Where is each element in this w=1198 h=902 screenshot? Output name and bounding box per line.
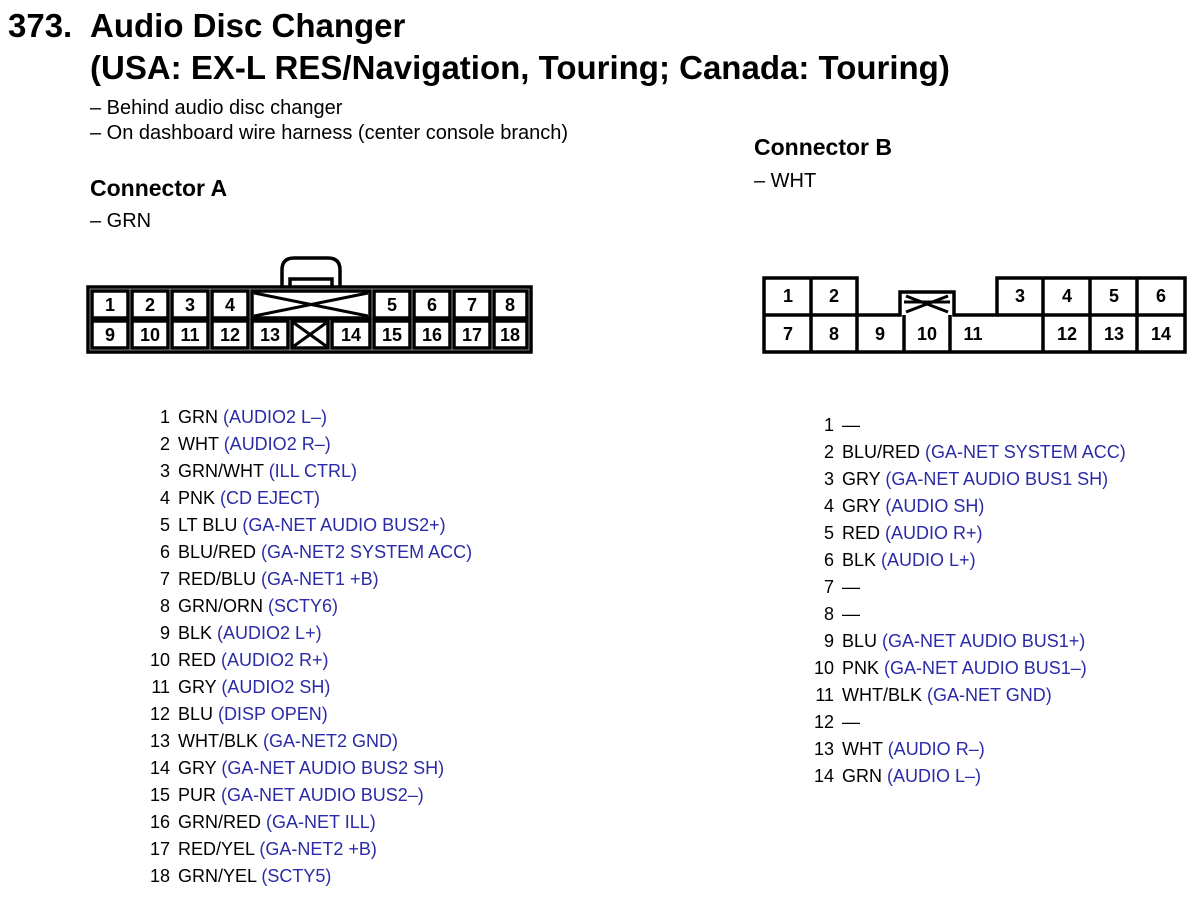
pin-function: (AUDIO L+) bbox=[881, 550, 976, 570]
pin-function: (AUDIO2 R–) bbox=[223, 434, 331, 454]
pin-number: 4 bbox=[823, 496, 834, 516]
pin-function: (GA-NET2 GND) bbox=[263, 731, 399, 751]
pin-number: 7 bbox=[159, 569, 170, 589]
pin-function: (AUDIO2 L–) bbox=[223, 407, 328, 427]
cavity-a-9: 9 bbox=[104, 325, 116, 345]
pin-row bbox=[784, 709, 1184, 736]
pin-number: 8 bbox=[823, 604, 834, 624]
pin-number: 13 bbox=[813, 739, 834, 759]
location-note-1: – Behind audio disc changer bbox=[90, 97, 343, 119]
pin-row bbox=[120, 620, 540, 647]
wire-color: BLU/RED bbox=[178, 542, 257, 562]
wire-color: GRN/YEL bbox=[178, 866, 257, 886]
pin-row bbox=[120, 539, 540, 566]
wire-color: RED/YEL bbox=[178, 839, 255, 859]
pin-number: 9 bbox=[159, 623, 170, 643]
pin-row bbox=[120, 431, 540, 458]
cavity-b-4: 4 bbox=[1061, 286, 1073, 306]
wire-color: WHT/BLK bbox=[178, 731, 259, 751]
cavity-a-14: 14 bbox=[340, 325, 362, 345]
pin-row bbox=[120, 863, 540, 890]
wire-color: WHT bbox=[842, 739, 883, 759]
wire-color: GRN/WHT bbox=[178, 461, 264, 481]
wire-color: GRN bbox=[178, 407, 218, 427]
cavity-a-10: 10 bbox=[139, 325, 161, 345]
cavity-b-7: 7 bbox=[782, 324, 794, 344]
pin-function: (GA-NET SYSTEM ACC) bbox=[925, 442, 1126, 462]
cavity-b-11: 11 bbox=[963, 324, 983, 344]
pin-function: (AUDIO2 SH) bbox=[221, 677, 331, 697]
cavity-a-12: 12 bbox=[219, 325, 241, 345]
cavity-a-5: 5 bbox=[386, 295, 398, 315]
pin-row bbox=[120, 782, 540, 809]
pin-function: (SCTY5) bbox=[261, 866, 332, 886]
pin-number: 8 bbox=[159, 596, 170, 616]
cavity-b-3: 3 bbox=[1014, 286, 1026, 306]
pin-number: 6 bbox=[823, 550, 834, 570]
pin-row bbox=[120, 701, 540, 728]
pin-number: 10 bbox=[149, 650, 170, 670]
location-note-2: – On dashboard wire harness (center console branch) bbox=[90, 122, 569, 144]
wire-color: PNK bbox=[842, 658, 880, 678]
pin-function: (GA-NET2 SYSTEM ACC) bbox=[261, 542, 473, 562]
pin-function: (AUDIO R–) bbox=[887, 739, 985, 759]
pin-number: 9 bbox=[823, 631, 834, 651]
wire-color: — bbox=[842, 604, 860, 624]
cavity-b-1: 1 bbox=[782, 286, 794, 306]
connector-b-color: – WHT bbox=[754, 170, 817, 192]
pin-number: 6 bbox=[159, 542, 170, 562]
pin-number: 15 bbox=[149, 785, 170, 805]
cavity-a-7: 7 bbox=[466, 295, 478, 315]
wire-color: — bbox=[842, 577, 860, 597]
pin-function: (AUDIO SH) bbox=[885, 496, 985, 516]
wire-color: WHT bbox=[178, 434, 219, 454]
cavity-b-8: 8 bbox=[828, 324, 840, 344]
connector-a-heading: Connector A bbox=[90, 175, 228, 201]
wire-color: BLU/RED bbox=[842, 442, 921, 462]
pin-number: 11 bbox=[151, 677, 170, 697]
cavity-a-11: 11 bbox=[180, 325, 200, 345]
cavity-a-6: 6 bbox=[426, 295, 438, 315]
page-subtitle: (USA: EX-L RES/Navigation, Touring; Canada: Touring) bbox=[90, 49, 950, 86]
pin-function: (DISP OPEN) bbox=[218, 704, 328, 724]
cavity-b-9: 9 bbox=[874, 324, 886, 344]
pin-row bbox=[784, 439, 1184, 466]
pin-number: 3 bbox=[159, 461, 170, 481]
pin-row bbox=[784, 628, 1184, 655]
wire-color: GRY bbox=[178, 677, 217, 697]
pin-number: 18 bbox=[149, 866, 170, 886]
pin-row bbox=[784, 574, 1184, 601]
cavity-b-10: 10 bbox=[916, 324, 938, 344]
pin-row bbox=[784, 520, 1184, 547]
pin-row bbox=[784, 412, 1184, 439]
pin-function: (GA-NET ILL) bbox=[266, 812, 376, 832]
connector-a-color: – GRN bbox=[90, 210, 152, 232]
pin-function: (AUDIO L–) bbox=[887, 766, 982, 786]
pin-row bbox=[120, 566, 540, 593]
wire-color: GRY bbox=[842, 469, 881, 489]
cavity-b-2: 2 bbox=[828, 286, 840, 306]
pin-function: (AUDIO2 R+) bbox=[221, 650, 329, 670]
wire-color: RED bbox=[178, 650, 217, 670]
cavity-a-17: 17 bbox=[461, 325, 483, 345]
pin-number: 12 bbox=[813, 712, 834, 732]
pin-row bbox=[784, 682, 1184, 709]
cavity-a-2: 2 bbox=[144, 295, 156, 315]
cavity-a-4: 4 bbox=[224, 295, 236, 315]
pin-number: 1 bbox=[159, 407, 170, 427]
pin-row bbox=[120, 755, 540, 782]
pin-number: 7 bbox=[823, 577, 834, 597]
cavity-a-13: 13 bbox=[259, 325, 281, 345]
pin-row bbox=[120, 593, 540, 620]
pin-function: (GA-NET AUDIO BUS2 SH) bbox=[221, 758, 445, 778]
pin-number: 5 bbox=[159, 515, 170, 535]
pin-row bbox=[120, 512, 540, 539]
wire-color: BLK bbox=[842, 550, 877, 570]
pin-function: (ILL CTRL) bbox=[268, 461, 358, 481]
pin-number: 16 bbox=[149, 812, 170, 832]
pin-row bbox=[120, 485, 540, 512]
cavity-a-18: 18 bbox=[499, 325, 521, 345]
pin-row bbox=[120, 809, 540, 836]
pin-row bbox=[120, 836, 540, 863]
cavity-a-1: 1 bbox=[104, 295, 116, 315]
wire-color: PNK bbox=[178, 488, 216, 508]
pin-number: 10 bbox=[813, 658, 834, 678]
wire-color: GRY bbox=[842, 496, 881, 516]
pin-row bbox=[784, 601, 1184, 628]
pin-function: (AUDIO R+) bbox=[885, 523, 983, 543]
cavity-a-3: 3 bbox=[184, 295, 196, 315]
pin-row bbox=[120, 674, 540, 701]
pin-function: (GA-NET2 +B) bbox=[259, 839, 377, 859]
pin-row bbox=[784, 763, 1184, 790]
pin-function: (GA-NET AUDIO BUS1 SH) bbox=[885, 469, 1109, 489]
wire-color: BLU bbox=[178, 704, 214, 724]
pin-number: 2 bbox=[159, 434, 170, 454]
wire-color: PUR bbox=[178, 785, 217, 805]
wire-color: — bbox=[842, 415, 860, 435]
pin-number: 13 bbox=[149, 731, 170, 751]
pin-function: (GA-NET1 +B) bbox=[261, 569, 379, 589]
pin-row bbox=[784, 493, 1184, 520]
cavity-b-12: 12 bbox=[1056, 324, 1078, 344]
wire-color: BLK bbox=[178, 623, 213, 643]
pin-number: 1 bbox=[823, 415, 834, 435]
pin-row bbox=[120, 404, 540, 431]
connector-b-heading: Connector B bbox=[754, 134, 892, 160]
cavity-a-8: 8 bbox=[504, 295, 516, 315]
pin-function: (GA-NET AUDIO BUS2–) bbox=[221, 785, 424, 805]
wire-color: GRY bbox=[178, 758, 217, 778]
pin-function: (GA-NET AUDIO BUS1–) bbox=[884, 658, 1087, 678]
pin-function: (GA-NET AUDIO BUS1+) bbox=[882, 631, 1086, 651]
pin-number: 14 bbox=[149, 758, 170, 778]
connector-b-diagram bbox=[760, 274, 1190, 356]
pin-row bbox=[784, 547, 1184, 574]
cavity-b-13: 13 bbox=[1103, 324, 1125, 344]
pin-number: 2 bbox=[823, 442, 834, 462]
pin-number: 12 bbox=[149, 704, 170, 724]
connector-a-diagram bbox=[84, 252, 540, 358]
pin-row bbox=[120, 458, 540, 485]
pin-function: (CD EJECT) bbox=[220, 488, 321, 508]
pin-row bbox=[120, 728, 540, 755]
wire-color: — bbox=[842, 712, 860, 732]
pin-function: (GA-NET GND) bbox=[927, 685, 1052, 705]
wire-color: BLU bbox=[842, 631, 878, 651]
wire-color: RED/BLU bbox=[178, 569, 257, 589]
pin-function: (SCTY6) bbox=[268, 596, 339, 616]
wire-color: GRN/ORN bbox=[178, 596, 263, 616]
pin-row bbox=[784, 655, 1184, 682]
cavity-b-6: 6 bbox=[1155, 286, 1167, 306]
pin-number: 11 bbox=[815, 685, 834, 705]
pin-number: 17 bbox=[149, 839, 170, 859]
cavity-a-15: 15 bbox=[381, 325, 403, 345]
cavity-b-14: 14 bbox=[1150, 324, 1172, 344]
section-number: 373. bbox=[8, 7, 73, 44]
pin-number: 4 bbox=[159, 488, 170, 508]
wire-color: GRN/RED bbox=[178, 812, 262, 832]
cavity-b-5: 5 bbox=[1108, 286, 1120, 306]
pin-function: (GA-NET AUDIO BUS2+) bbox=[242, 515, 446, 535]
page-title: Audio Disc Changer bbox=[90, 7, 406, 44]
pin-function: (AUDIO2 L+) bbox=[217, 623, 322, 643]
wire-color: LT BLU bbox=[178, 515, 238, 535]
pin-row bbox=[784, 466, 1184, 493]
connector-b-pin-list bbox=[784, 412, 1184, 790]
pin-number: 14 bbox=[813, 766, 834, 786]
pin-row bbox=[784, 736, 1184, 763]
pin-row bbox=[120, 647, 540, 674]
cavity-a-16: 16 bbox=[421, 325, 443, 345]
pin-number: 3 bbox=[823, 469, 834, 489]
wire-color: WHT/BLK bbox=[842, 685, 923, 705]
pin-number: 5 bbox=[823, 523, 834, 543]
wire-color: RED bbox=[842, 523, 881, 543]
connector-a-pin-list bbox=[120, 404, 540, 890]
wire-color: GRN bbox=[842, 766, 882, 786]
